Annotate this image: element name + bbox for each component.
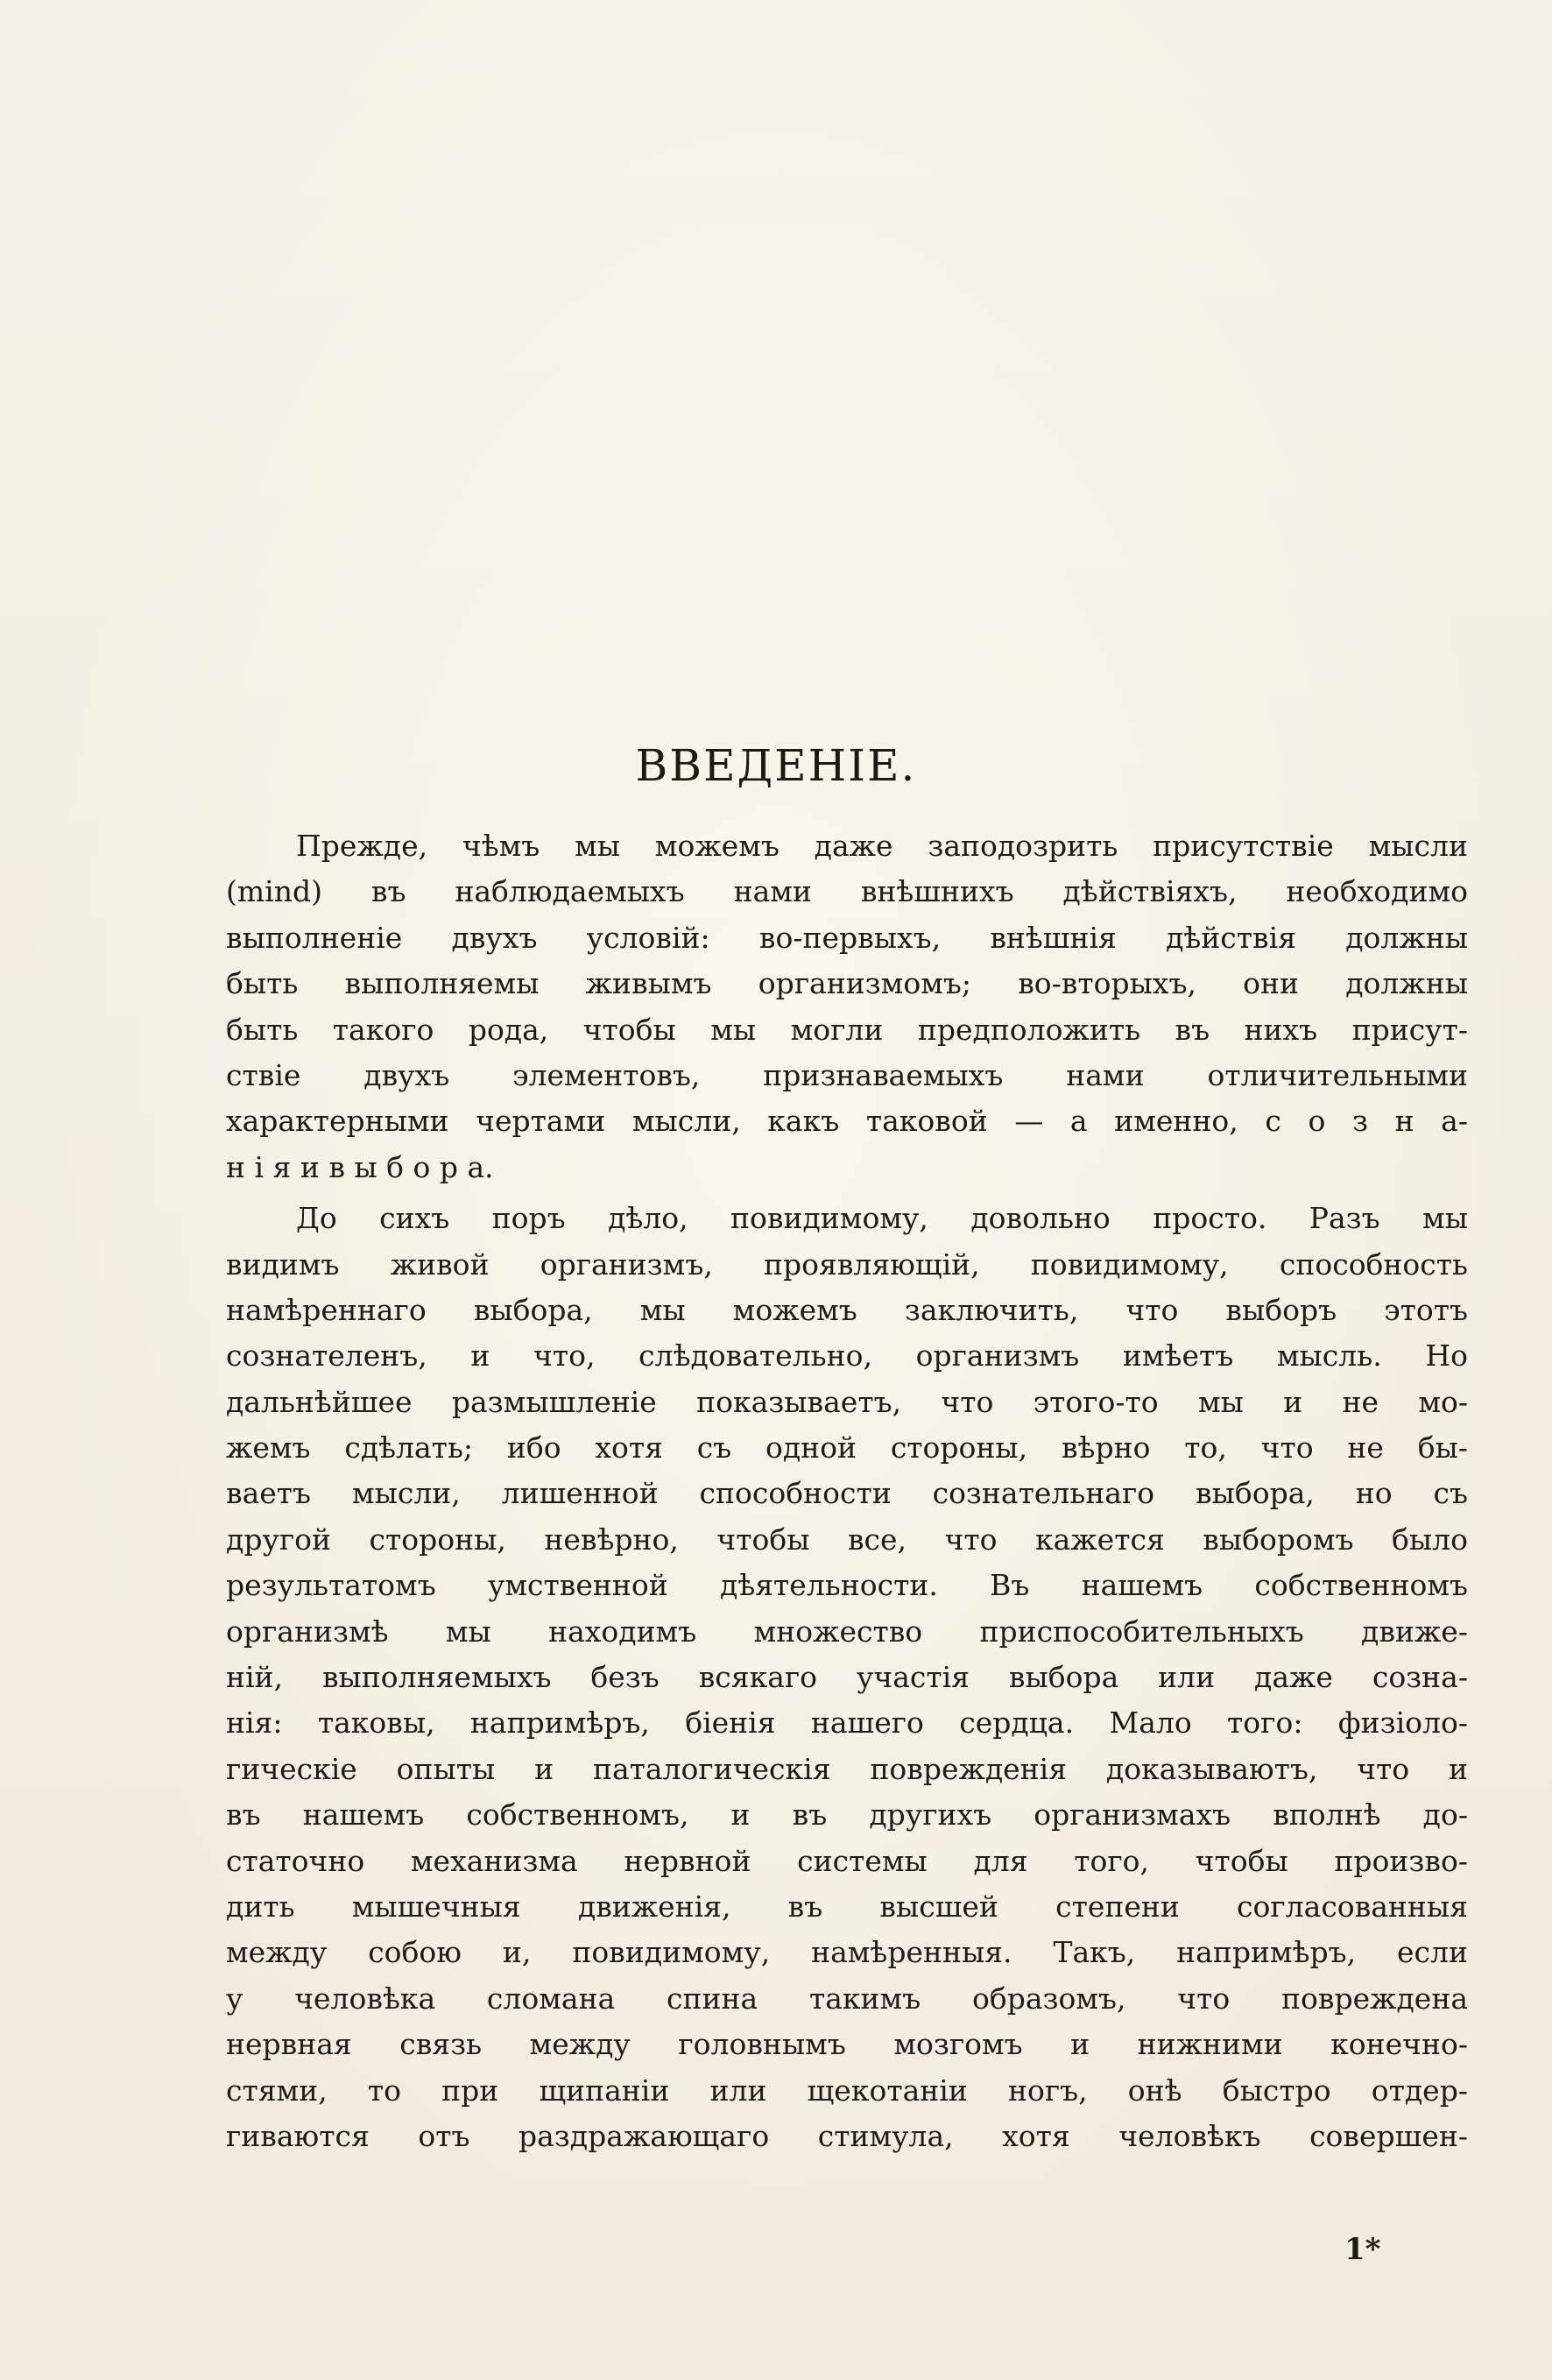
- text-line: До сихъ поръ дѣло, повидимому, довольно просто. Разъ мы: [296, 1201, 1468, 1236]
- text-line: статочно механизма нервной системы для того, чтобы произво-: [226, 1843, 1468, 1878]
- text-line: Прежде, чѣмъ мы можемъ даже заподозрить присутствіе мысли: [296, 829, 1468, 863]
- text-line: дальнѣйшее размышленіе показываетъ, что этого-то мы и не мо-: [226, 1384, 1468, 1419]
- page-number: 1*: [1344, 2232, 1381, 2267]
- paragraph-2: [226, 1196, 1468, 2159]
- text-line: другой стороны, невѣрно, чтобы все, что кажется выборомъ было: [226, 1522, 1468, 1557]
- text-line: ствіе двухъ элементовъ, признаваемыхъ нами отличительными: [226, 1057, 1468, 1092]
- text-line: быть такого рода, чтобы мы могли предположить въ нихъ присут-: [226, 1012, 1468, 1047]
- body-text: [226, 823, 1468, 2159]
- text-line: характерными чертами мысли, какъ таковой — а именно, с о з н а-: [226, 1104, 1468, 1139]
- text-line: ній, выполняемыхъ безъ всякаго участія выбора или даже созна-: [226, 1660, 1468, 1695]
- paragraph-1: [226, 823, 1468, 1190]
- text-line: стями, то при щипаніи или щекотаніи ногъ, онѣ быстро отдер-: [226, 2073, 1468, 2108]
- text-line: организмѣ мы находимъ множество приспособительныхъ движе-: [226, 1614, 1468, 1649]
- text-line: между собою и, повидимому, намѣренныя. Такъ, напримѣръ, если: [226, 1935, 1468, 1970]
- text-line: видимъ живой организмъ, проявляющій, повидимому, способность: [226, 1246, 1468, 1282]
- text-line: выполненіе двухъ условій: во-первыхъ, внѣшнія дѣйствія должны: [226, 920, 1468, 955]
- text-line: жемъ сдѣлать; ибо хотя съ одной стороны, вѣрно то, что не бы-: [226, 1430, 1468, 1465]
- text-line: нія: таковы, напримѣръ, біенія нашего сердца. Мало того: физіоло-: [226, 1706, 1468, 1741]
- text-line: гическіе опыты и паталогическія поврежденія доказываютъ, что и: [226, 1751, 1468, 1786]
- text-line: ваетъ мысли, лишенной способности сознательнаго выбора, но съ: [226, 1476, 1468, 1511]
- text-line: (mind) въ наблюдаемыхъ нами внѣшнихъ дѣйствіяхъ, необходимо: [226, 874, 1468, 909]
- text-line: въ нашемъ собственномъ, и въ другихъ организмахъ вполнѣ до-: [226, 1797, 1468, 1833]
- chapter-title: ВВЕДЕНІЕ.: [635, 740, 917, 791]
- text-line: быть выполняемы живымъ организмомъ; во-вторыхъ, они должны: [226, 966, 1468, 1001]
- text-line: н і я и в ы б о р а.: [226, 1149, 494, 1184]
- text-line: сознателенъ, и что, слѣдовательно, организмъ имѣетъ мысль. Но: [226, 1338, 1468, 1374]
- text-line: дить мышечныя движенія, въ высшей степени согласованныя: [226, 1889, 1468, 1924]
- text-line: результатомъ умственной дѣятельности. Въ нашемъ собственномъ: [226, 1568, 1468, 1603]
- text-line: гиваются отъ раздражающаго стимула, хотя человѣкъ совершен-: [226, 2118, 1468, 2153]
- text-line: у человѣка сломана спина такимъ образомъ, что повреждена: [226, 1981, 1468, 2016]
- text-line: намѣреннаго выбора, мы можемъ заключить, что выборъ этотъ: [226, 1292, 1468, 1327]
- text-line: нервная связь между головнымъ мозгомъ и нижними конечно-: [226, 2027, 1468, 2062]
